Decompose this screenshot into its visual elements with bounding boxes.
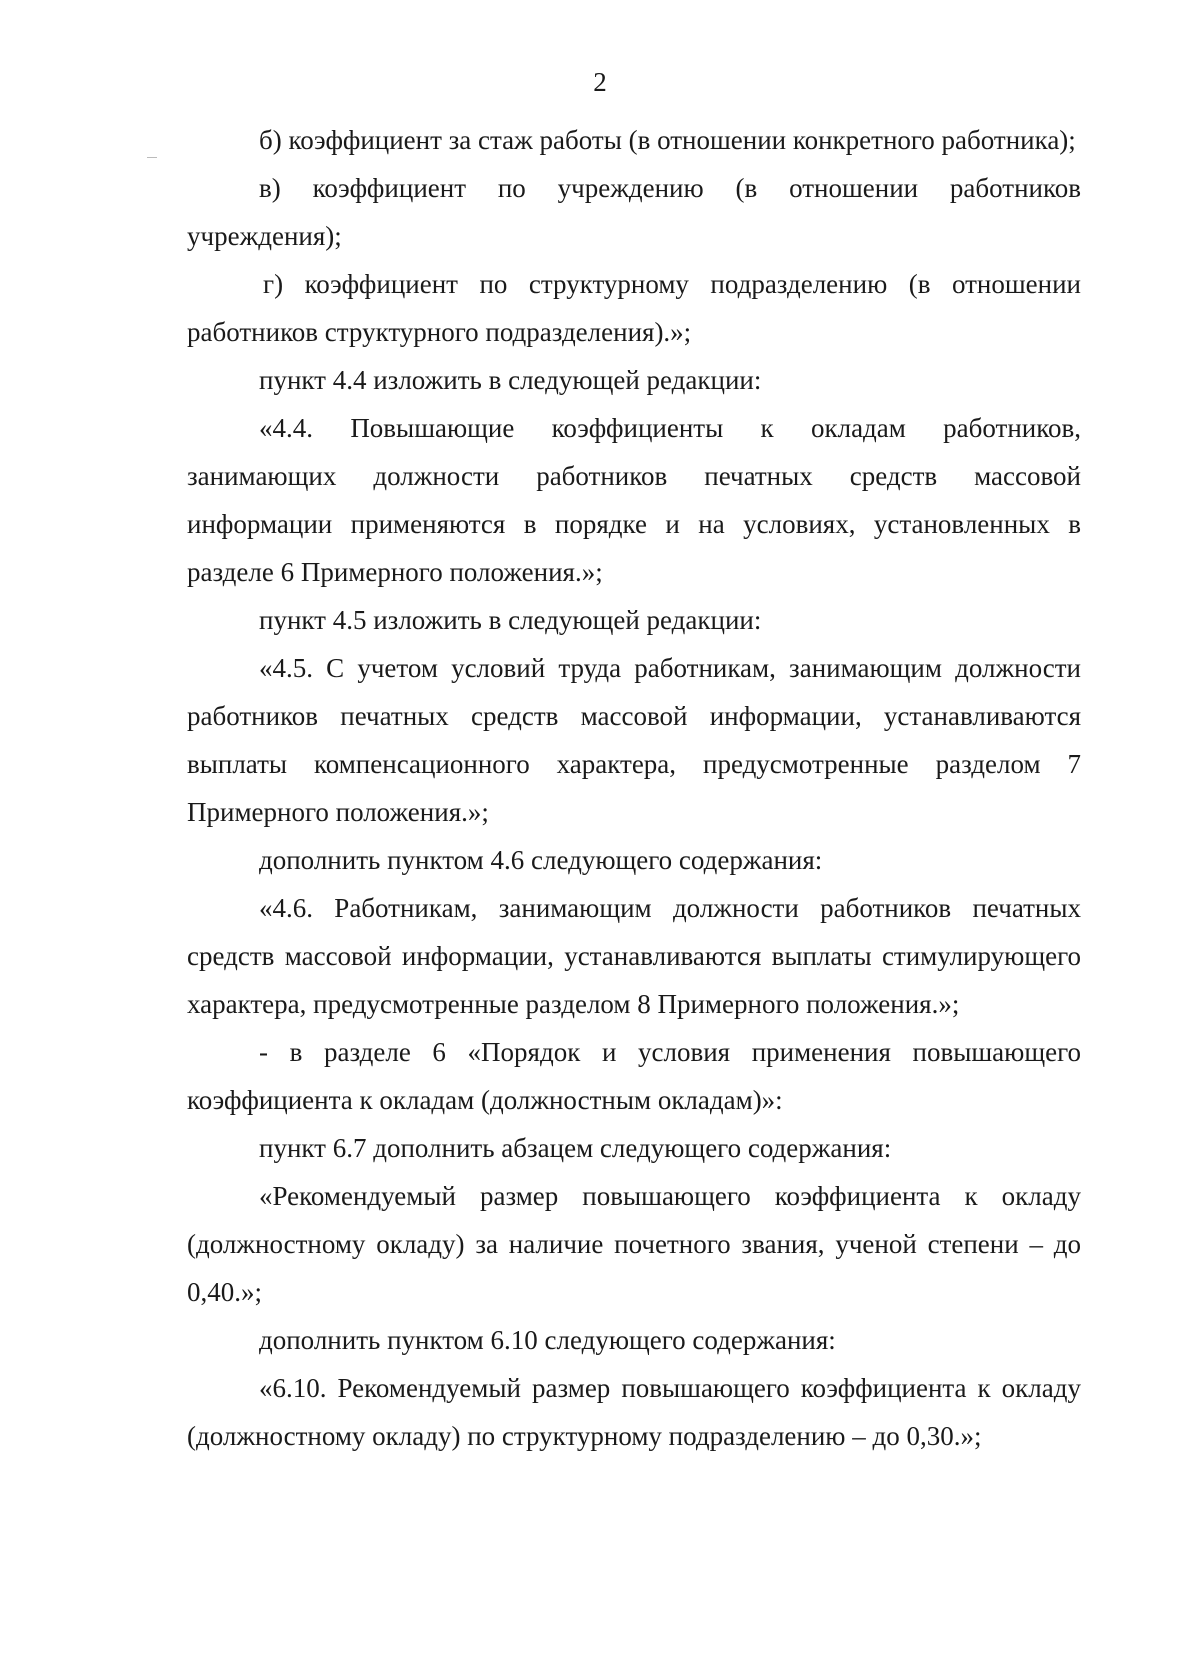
paragraph-b-coefficient-seniority: б) коэффициент за стаж работы (в отношении конкретного работника); <box>259 125 1076 155</box>
paragraph-item-6-7-intro: пункт 6.7 дополнить абзацем следующего содержания: <box>259 1133 892 1163</box>
paragraph-item-4-6-text: «4.6. Работникам, занимающим должности работников печатных средств массовой информации, устанавливаются выплаты стимулирующего характера, предусмотренные разделом 8 Примерного положения.»; <box>187 893 1081 1019</box>
paragraph-item-6-10-intro: дополнить пунктом 6.10 следующего содержания: <box>259 1325 836 1355</box>
paragraph-item-4-5-intro: пункт 4.5 изложить в следующей редакции: <box>259 605 762 635</box>
paragraph-item-4-5-text: «4.5. С учетом условий труда работникам, занимающим должности работников печатных средств массовой информации, устанавливаются выплаты компенсационного характера, предусмотренные разделом 7 Примерного положения.»; <box>187 653 1081 827</box>
paragraph-item-6-7-text: «Рекомендуемый размер повышающего коэффициента к окладу (должностному окладу) за наличие почетного звания, ученой степени – до 0,40.»; <box>187 1181 1081 1307</box>
paragraph-v-coefficient-institution: в) коэффициент по учреждению (в отношении работников учреждения); <box>187 173 1081 251</box>
page-number: 2 <box>593 67 607 97</box>
paragraph-item-4-4-text: «4.4. Повышающие коэффициенты к окладам работников, занимающих должности работников печатных средств массовой информации применяются в порядке и на условиях, установленных в разделе 6 Примерного положения.»; <box>187 413 1081 587</box>
paragraph-item-4-4-intro: пункт 4.4 изложить в следующей редакции: <box>259 365 762 395</box>
scan-artifact <box>147 157 157 158</box>
paragraph-section-6-header: - в разделе 6 «Порядок и условия применения повышающего коэффициента к окладам (должностным окладам)»: <box>187 1037 1081 1115</box>
paragraph-g-coefficient-department: г) коэффициент по структурному подразделению (в отношении работников структурного подразделения).»; <box>187 269 1081 347</box>
paragraph-item-4-6-intro: дополнить пунктом 4.6 следующего содержания: <box>259 845 823 875</box>
paragraph-item-6-10-text: «6.10. Рекомендуемый размер повышающего коэффициента к окладу (должностному окладу) по структурному подразделению – до 0,30.»; <box>187 1373 1081 1451</box>
document-body <box>187 116 1081 1460</box>
